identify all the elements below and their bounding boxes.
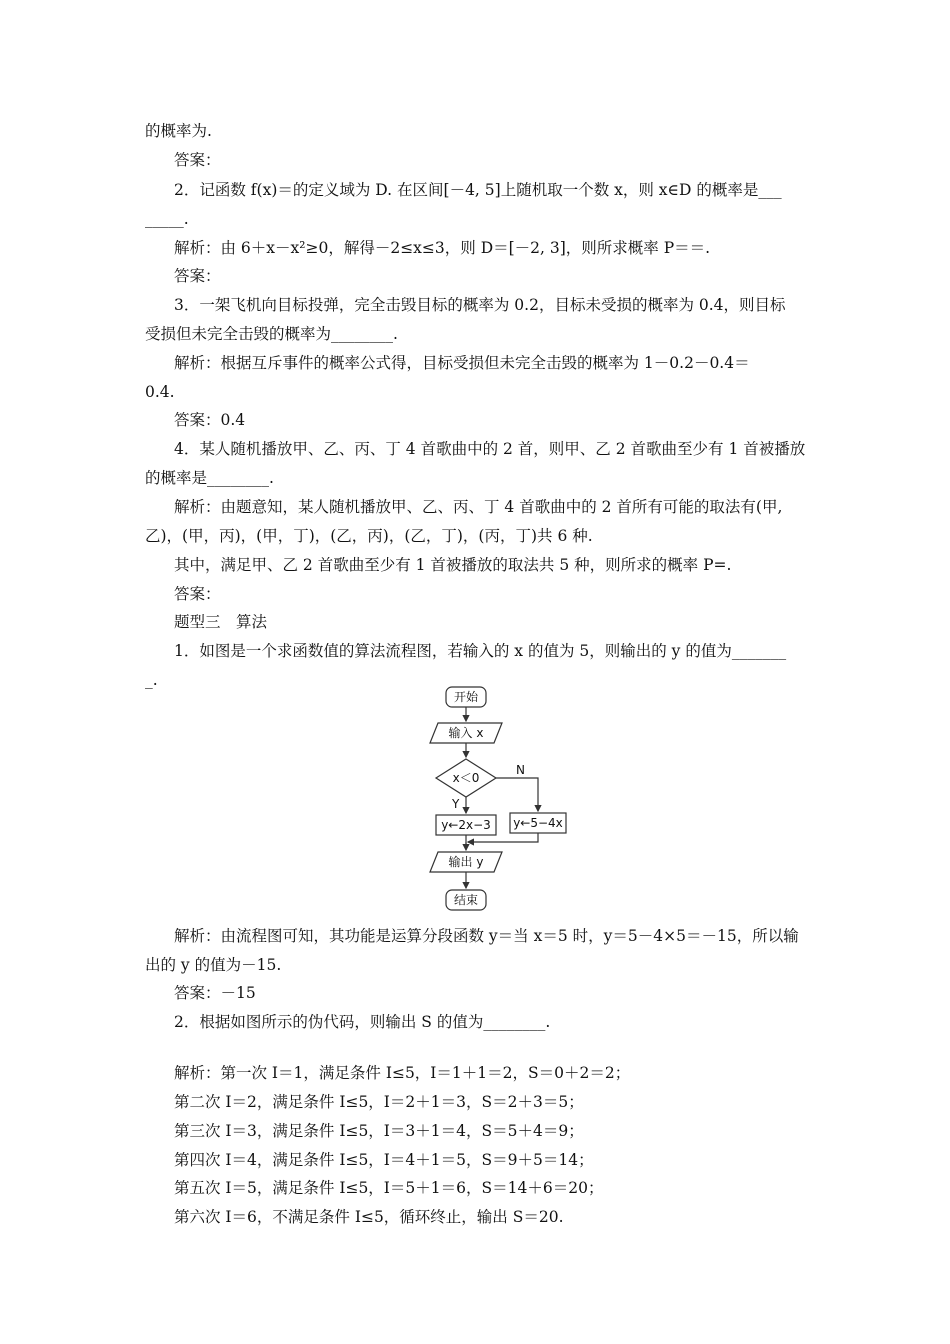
flow-end-label: 结束 [453, 893, 479, 907]
analysis-3: 解析：根据互斥事件的概率公式得，目标受损但未完全击毁的概率为 1－0.2－0.4＝ [174, 354, 750, 372]
text-line: 的概率为. [145, 122, 212, 140]
algo-analysis-1: 解析：由流程图可知，其功能是运算分段函数 y＝当 x＝5 时，y＝5－4×5＝－15，所以输 [174, 927, 799, 945]
flow-no-label: N [516, 763, 525, 777]
flowchart [420, 684, 580, 914]
answer-label: 答案： [174, 267, 221, 285]
algo-question-2: 2．根据如图所示的伪代码，则输出 S 的值为________. [174, 1013, 551, 1031]
flow-start-label: 开始 [453, 690, 479, 704]
flow-input-label: 输入 x [448, 726, 484, 740]
answer-label: 答案： [174, 151, 221, 169]
algo-analysis-2-step5: 第五次 I＝5，满足条件 I≤5，I＝5＋1＝6，S＝14＋6＝20； [174, 1179, 604, 1197]
flow-yes-process-label: y←2x−3 [441, 818, 491, 832]
answer-label: 答案： [174, 585, 221, 603]
algo-analysis-2-step2: 第二次 I＝2，满足条件 I≤5，I＝2＋1＝3，S＝2＋3＝5； [174, 1093, 584, 1111]
algo-analysis-1-cont: 出的 y 的值为－15. [145, 956, 282, 974]
algo-question-1: 1．如图是一个求函数值的算法流程图，若输入的 x 的值为 5，则输出的 y 的值为_______ [174, 642, 787, 660]
question-3-blank: 受损但未完全击毁的概率为________. [145, 325, 398, 343]
flow-yes-label: Y [452, 797, 460, 811]
flow-decision-label: x＜0 [452, 771, 480, 785]
algo-analysis-2-step3: 第三次 I＝3，满足条件 I≤5，I＝3＋1＝4，S＝5＋4＝9； [174, 1122, 584, 1140]
question-4-blank: 的概率是________. [145, 469, 274, 487]
algo-analysis-2-step6: 第六次 I＝6，不满足条件 I≤5，循环终止，输出 S＝20. [174, 1208, 564, 1226]
algo-analysis-2-step4: 第四次 I＝4，满足条件 I≤5，I＝4＋1＝5，S＝9＋5＝14； [174, 1151, 594, 1169]
question-4-line: 4．某人随机播放甲、乙、丙、丁 4 首歌曲中的 2 首，则甲、乙 2 首歌曲至少有 1 首被播放 [174, 440, 806, 458]
answer-3: 答案：0.4 [174, 411, 246, 429]
analysis-4-cont: 乙)，(甲，丙)，(甲，丁)，(乙，丙)，(乙，丁)，(丙，丁)共 6 种. [145, 527, 593, 545]
algo-analysis-2-step1: 解析：第一次 I＝1，满足条件 I≤5，I＝1＋1＝2，S＝0＋2＝2； [174, 1064, 631, 1082]
analysis-3-cont: 0.4. [145, 383, 175, 401]
question-3-line: 3．一架飞机向目标投弹，完全击毁目标的概率为 0.2，目标未受损的概率为 0.4，则目标 [174, 296, 786, 314]
question-2-blank: _____. [145, 210, 189, 228]
analysis-2: 解析：由 6＋x－x²≥0，解得－2≤x≤3，则 D＝[－2, 3]，则所求概率 P＝＝. [174, 239, 711, 257]
flow-no-process-label: y←5−4x [513, 816, 563, 830]
algo-answer-1: 答案：－15 [174, 984, 256, 1002]
question-2-line: 2．记函数 f(x)＝的定义域为 D. 在区间[－4, 5]上随机取一个数 x，则 x∈D 的概率是___ [174, 181, 782, 199]
algo-question-1-blank: _. [145, 671, 158, 689]
section-heading: 题型三 算法 [174, 613, 268, 631]
flow-output-label: 输出 y [448, 855, 484, 869]
analysis-4-result: 其中，满足甲、乙 2 首歌曲至少有 1 首被播放的取法共 5 种，则所求的概率 P=. [174, 556, 732, 574]
analysis-4: 解析：由题意知，某人随机播放甲、乙、丙、丁 4 首歌曲中的 2 首所有可能的取法有(甲, [174, 498, 783, 516]
